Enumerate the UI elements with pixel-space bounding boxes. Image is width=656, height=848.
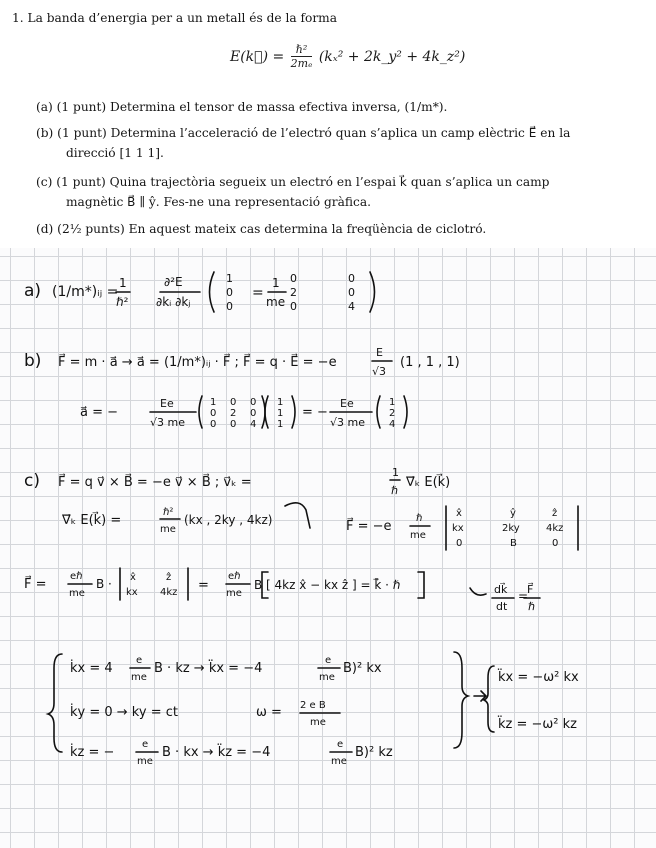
item-b: (b) (1 punt) Determina l’acceleració de l’electró quan s’aplica un camp elèctric E⃗ en la bbox=[36, 126, 571, 140]
sys-3-c: B)² kz bbox=[355, 745, 393, 760]
a-matrix bbox=[226, 272, 355, 313]
b-m02: 0 bbox=[250, 397, 257, 408]
sys-3: k̇z = − bbox=[70, 745, 115, 760]
c2-arrow-curve bbox=[285, 503, 310, 528]
c-line3-den: me bbox=[69, 588, 85, 599]
a-me-num: 1 bbox=[272, 276, 280, 290]
sys-1-me2: me bbox=[319, 672, 335, 683]
equation-fraction bbox=[291, 44, 313, 70]
handwritten-solution bbox=[0, 248, 656, 848]
b-res-right-paren bbox=[404, 396, 407, 428]
b-line2-eq: = − bbox=[302, 405, 328, 420]
c-line3-lhs: F⃗ = bbox=[24, 577, 47, 592]
a-m12: 0 bbox=[348, 286, 355, 299]
c-line1-num: 1 bbox=[392, 466, 399, 479]
a-frac-den: ℏ² bbox=[116, 295, 129, 309]
item-c-cont: magnètic B⃗ ∥ ŷ. Fes-ne una representació gràfica. bbox=[66, 195, 371, 209]
b-line2-lhs: a⃗ = − bbox=[80, 405, 119, 420]
c-line3-bracket: B [ 4kz x̂ − kx ẑ ] = k̇⃗ · ℏ bbox=[254, 578, 401, 592]
problem-statement bbox=[0, 0, 656, 248]
b-v1: 1 bbox=[277, 408, 284, 419]
a-m01: 0 bbox=[290, 272, 297, 285]
b-result-den: √3 me bbox=[330, 416, 365, 429]
b-r0: 1 bbox=[389, 397, 396, 408]
a-m00: 1 bbox=[226, 272, 233, 285]
sys-2-wnum: 2 e B bbox=[300, 700, 326, 711]
d1-01: ŷ bbox=[510, 508, 516, 519]
sys-3-e: e bbox=[142, 739, 149, 750]
sys-2-wden: me bbox=[310, 717, 326, 728]
b-line2-den: √3 me bbox=[150, 416, 185, 429]
d1-12: 4kz bbox=[546, 523, 564, 534]
b-r2: 4 bbox=[389, 419, 396, 430]
a-m22: 4 bbox=[348, 300, 355, 313]
c3-arrow bbox=[470, 588, 486, 595]
result-brace bbox=[484, 666, 494, 732]
sys-1-me: me bbox=[131, 672, 147, 683]
c-line2-force: F⃗ = −e bbox=[346, 519, 392, 534]
sys-2-w: ω = bbox=[256, 705, 282, 720]
sys-2: k̇y = 0 → ky = ct bbox=[70, 705, 178, 720]
a-matrix-left-paren bbox=[210, 272, 215, 312]
problem-intro: 1. La banda d’energia per a un metall és de la forma bbox=[12, 11, 338, 25]
system-brace bbox=[48, 654, 62, 752]
system-right-brace bbox=[454, 652, 468, 748]
c-line2-force-num: ℏ bbox=[416, 513, 423, 524]
a-m11: 2 bbox=[290, 286, 297, 299]
item-c: (c) (1 punt) Quina trajectòria segueix un electró en l’espai k⃗ quan s’aplica un camp bbox=[36, 175, 550, 189]
b-res-left-paren bbox=[377, 396, 380, 428]
b-vec-right-paren bbox=[292, 396, 295, 428]
c-line2-force-den: me bbox=[410, 530, 426, 541]
c-line3-num: eℏ bbox=[70, 571, 83, 582]
a-label: a) bbox=[24, 281, 42, 301]
c-line1-tail: ∇⃗ₖ E(k⃗) bbox=[406, 475, 451, 490]
equation-den: 2mₑ bbox=[290, 57, 313, 70]
item-d: (d) (2½ punts) En aquest mateix cas determina la freqüència de ciclotró. bbox=[36, 222, 487, 236]
a-m10: 0 bbox=[226, 286, 233, 299]
sys-1-e2: e bbox=[325, 655, 332, 666]
sys-1: k̇x = 4 bbox=[70, 661, 113, 676]
a-me-den: me bbox=[266, 295, 286, 309]
d2-00: x̂ bbox=[130, 572, 136, 583]
sys-3-e2: e bbox=[337, 739, 344, 750]
a-m20: 0 bbox=[226, 300, 233, 313]
c-line3-F: F⃗ bbox=[527, 583, 534, 596]
b-vec-left-paren bbox=[265, 396, 268, 428]
c-determinant-2 bbox=[126, 571, 177, 598]
b-m10: 0 bbox=[210, 408, 217, 419]
equation-num: ℏ² bbox=[291, 44, 313, 57]
b-matrix-left-paren bbox=[199, 396, 202, 428]
b-line1-den: √3 bbox=[372, 365, 387, 378]
b-label: b) bbox=[24, 351, 42, 371]
c-line3-mid: = bbox=[198, 578, 209, 593]
b-m22: 4 bbox=[250, 419, 257, 430]
a-matrix-right-paren bbox=[370, 272, 375, 312]
b-m20: 0 bbox=[210, 419, 217, 430]
sys-1-e: e bbox=[136, 655, 143, 666]
b-m12: 0 bbox=[250, 408, 257, 419]
c-line2: ∇⃗ₖ E(k⃗) = bbox=[62, 513, 122, 528]
b-v0: 1 bbox=[277, 397, 284, 408]
d2-10: kx bbox=[126, 587, 138, 598]
c-line3-dt: dt bbox=[496, 600, 508, 613]
b-line1: F⃗ = m · a⃗ → a⃗ = (1/m*)ᵢⱼ · F⃗ ; F⃗ = q · E⃗ = −e bbox=[58, 355, 337, 370]
c-line3-dk: dk⃗ bbox=[494, 583, 508, 596]
sys-3-me: me bbox=[137, 756, 153, 767]
energy-equation bbox=[230, 44, 465, 70]
c-label: c) bbox=[24, 471, 40, 491]
b-line1-num: E bbox=[376, 346, 383, 359]
c-line1: F⃗ = q v⃗ × B⃗ = −e v⃗ × B⃗ ; v⃗ₖ = bbox=[58, 475, 252, 490]
c-line3-den2: me bbox=[226, 588, 242, 599]
item-a: (a) (1 punt) Determina el tensor de massa efectiva inversa, (1/m*). bbox=[36, 100, 448, 114]
c-line3-num2: eℏ bbox=[228, 571, 241, 582]
b-m00: 1 bbox=[210, 397, 217, 408]
b-m21: 0 bbox=[230, 419, 237, 430]
d1-22: 0 bbox=[552, 538, 559, 549]
sys-3-b: B · kx → k̈z = −4 bbox=[162, 745, 271, 760]
d1-20: 0 bbox=[456, 538, 463, 549]
d1-02: ẑ bbox=[552, 508, 558, 519]
c-line2-num: ℏ² bbox=[163, 507, 174, 518]
b-m01: 0 bbox=[230, 397, 237, 408]
b-r1: 2 bbox=[389, 408, 396, 419]
sys-1-c: B)² kx bbox=[343, 661, 382, 676]
c3-rbracket bbox=[418, 572, 424, 598]
result-2: k̈z = −ω² kz bbox=[498, 717, 577, 732]
a-frac-num: 1 bbox=[119, 276, 127, 290]
b-result-num: Ee bbox=[340, 397, 354, 410]
sys-1-b: B · kz → k̈x = −4 bbox=[154, 661, 263, 676]
d1-00: x̂ bbox=[456, 508, 462, 519]
c-line3-B: B · bbox=[96, 577, 112, 591]
c-line1-den: ℏ bbox=[391, 484, 398, 497]
a-lhs: (1/m*)ᵢⱼ = bbox=[52, 284, 119, 300]
b-m11: 2 bbox=[230, 408, 237, 419]
sys-3-me2: me bbox=[331, 756, 347, 767]
a-deriv-den: ∂kᵢ ∂kⱼ bbox=[156, 295, 191, 309]
d1-10: kx bbox=[452, 523, 464, 534]
d2-11: 4kz bbox=[160, 587, 178, 598]
c-determinant-1 bbox=[452, 507, 563, 549]
equation-lhs: E(k⃗) = bbox=[230, 49, 285, 65]
equation-rhs: (kₓ² + 2k_y² + 4k_z²) bbox=[318, 49, 466, 65]
item-b-cont: direcció [1 1 1]. bbox=[66, 146, 164, 160]
c-line3-eqsign: = bbox=[518, 589, 529, 603]
a-deriv-num: ∂²E bbox=[164, 275, 183, 289]
c-line3-h: ℏ bbox=[528, 600, 535, 613]
b-line2-num: Ee bbox=[160, 397, 174, 410]
b-v2: 1 bbox=[277, 419, 284, 430]
a-m02: 0 bbox=[348, 272, 355, 285]
a-m21: 0 bbox=[290, 300, 297, 313]
c-line2-tail: (kx , 2ky , 4kz) bbox=[184, 513, 273, 527]
a-eq: = bbox=[252, 285, 264, 301]
b-line1-vec: (1 , 1 , 1) bbox=[400, 355, 460, 370]
d1-21: B bbox=[510, 538, 517, 549]
d1-11: 2ky bbox=[502, 523, 520, 534]
result-1: k̈x = −ω² kx bbox=[498, 670, 579, 685]
d2-01: ẑ bbox=[166, 572, 172, 583]
c-line2-den: me bbox=[160, 524, 176, 535]
